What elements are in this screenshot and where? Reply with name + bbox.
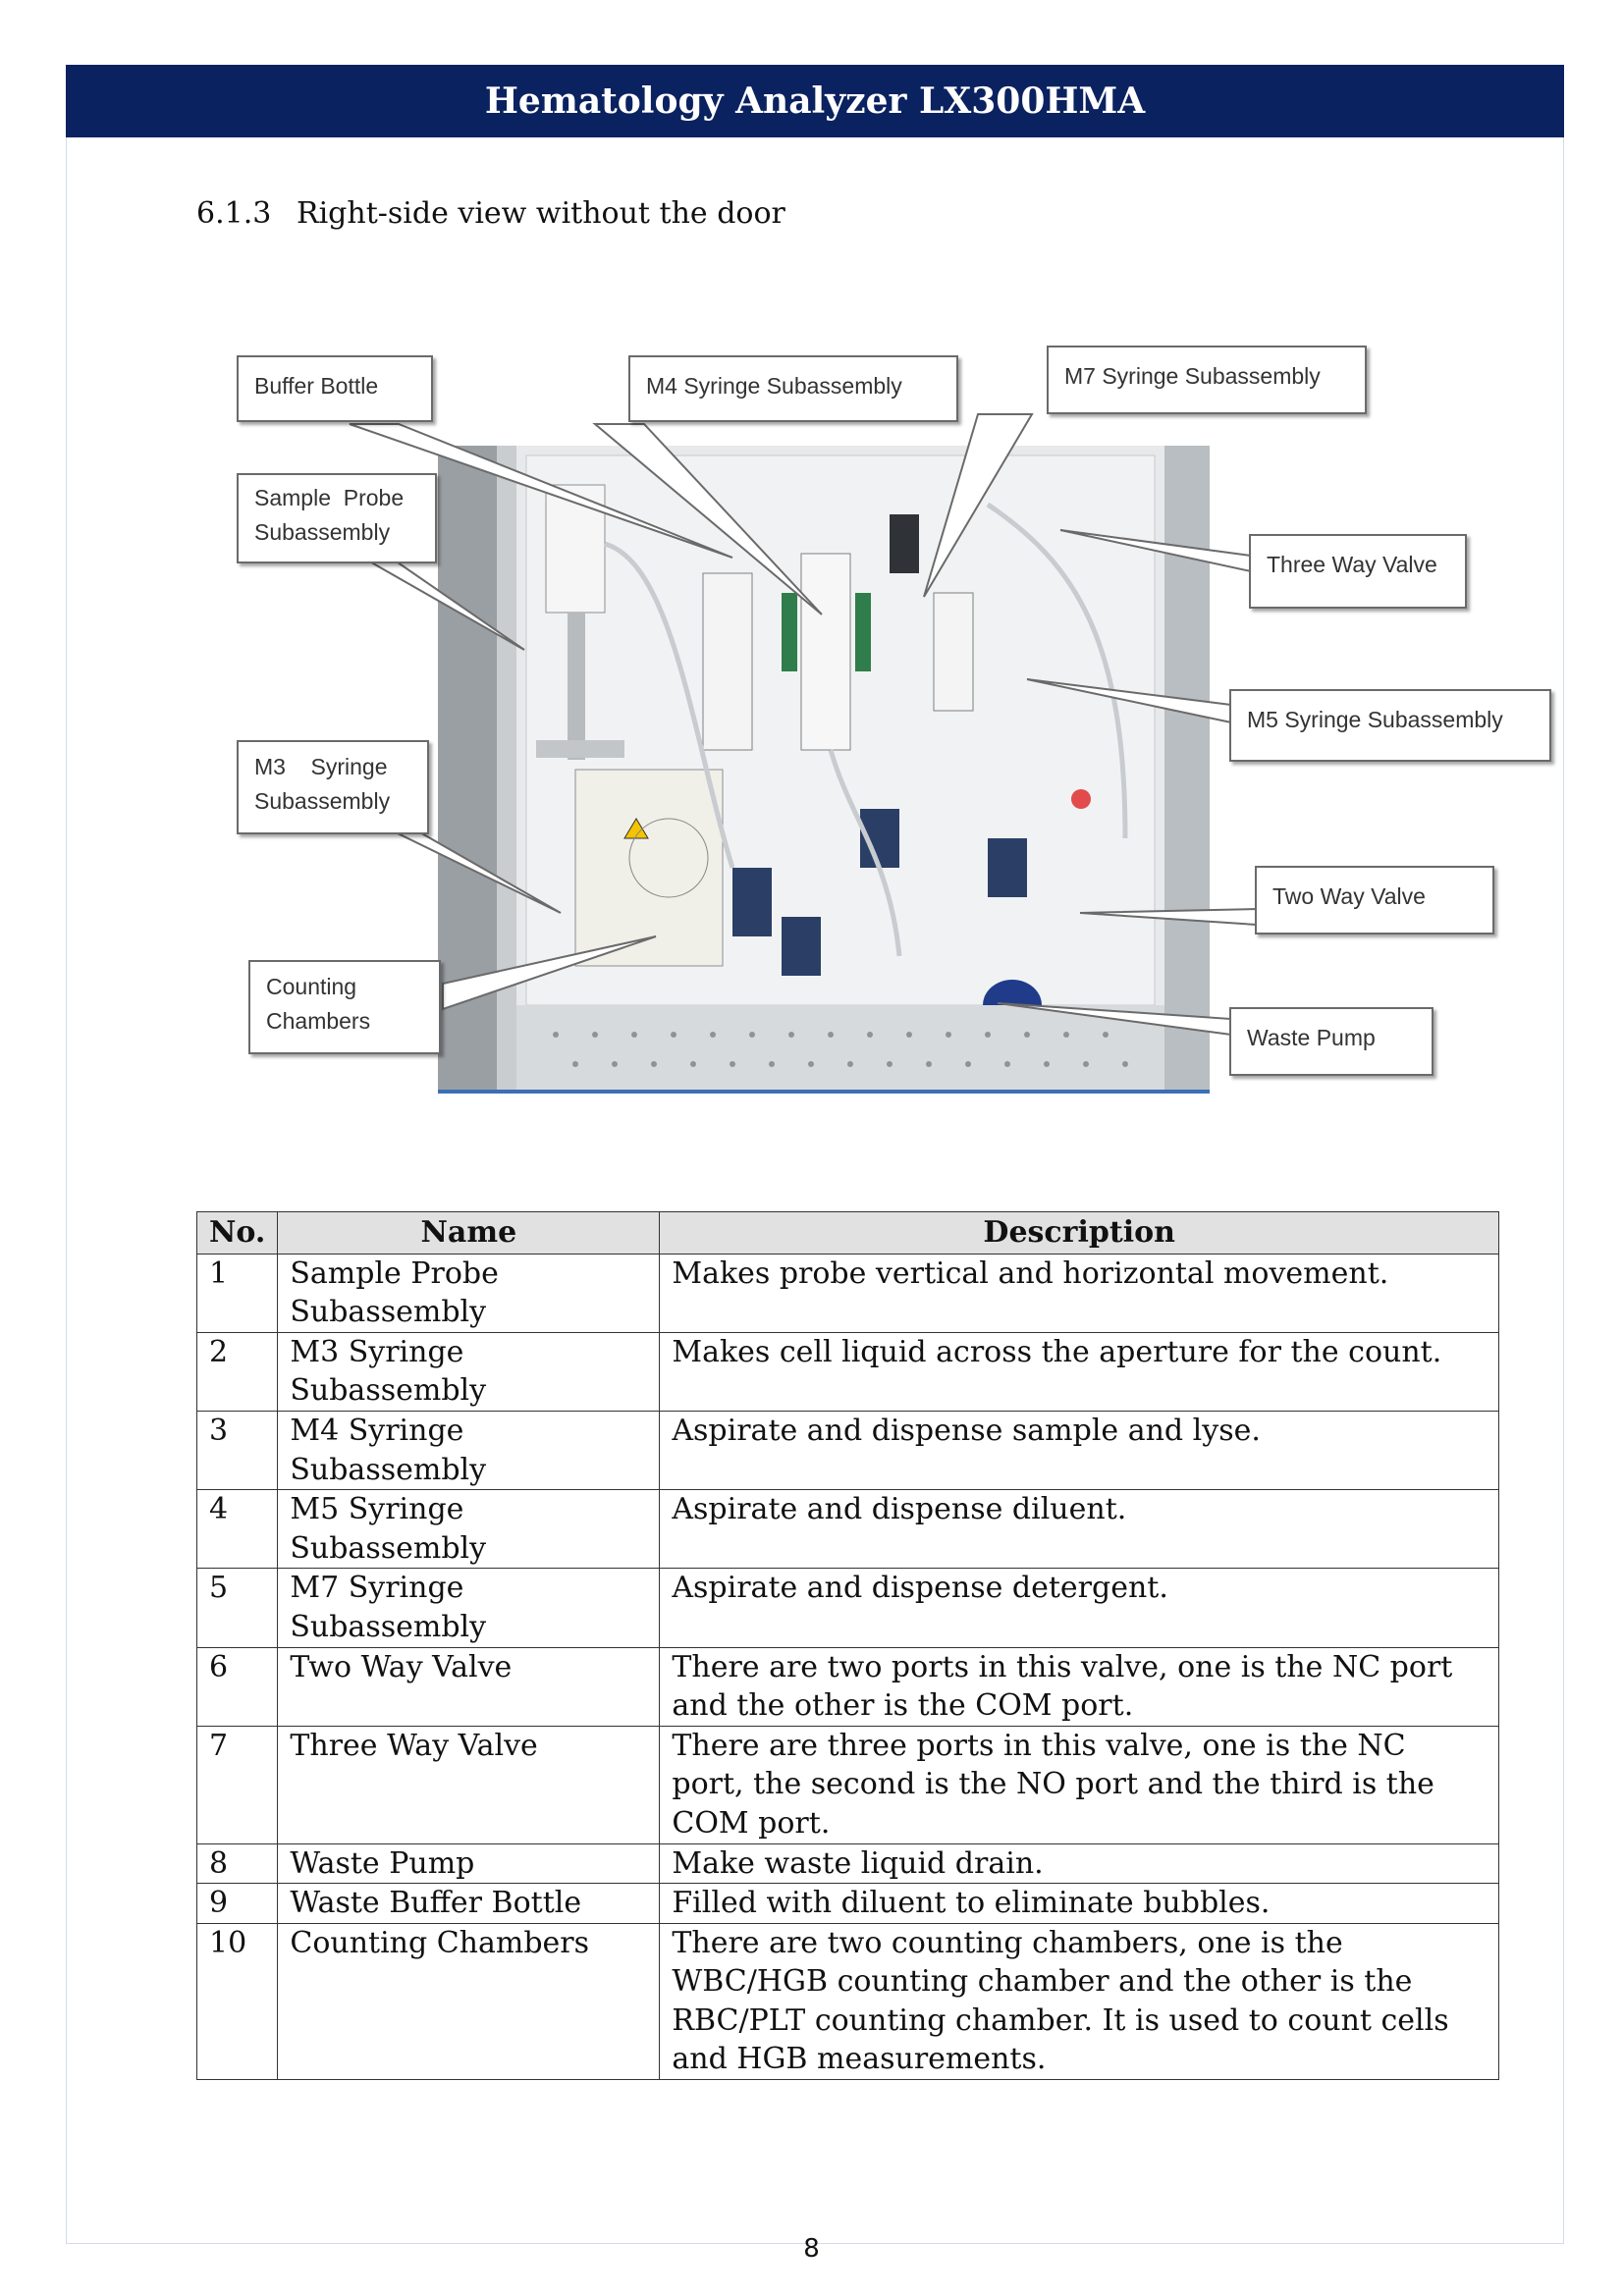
pointer-two-way-valve bbox=[1080, 909, 1257, 925]
analyzer-figure bbox=[232, 340, 1559, 1095]
callout-three-way-valve bbox=[1249, 534, 1467, 609]
callout-sample-probe bbox=[237, 473, 437, 563]
row-no: 8 bbox=[197, 1843, 278, 1884]
pointer-waste-pump bbox=[998, 1003, 1231, 1035]
table-row bbox=[197, 1254, 1499, 1332]
page-number: 8 bbox=[803, 2234, 820, 2264]
row-name: Two Way Valve bbox=[278, 1647, 660, 1726]
pointer-m5-syringe bbox=[1027, 679, 1231, 722]
row-description: Makes probe vertical and horizontal movement. bbox=[660, 1254, 1499, 1332]
row-name: M4 Syringe Subassembly bbox=[278, 1411, 660, 1489]
callout-counting-chambers-line1: Counting bbox=[266, 974, 357, 999]
callout-m4-syringe bbox=[628, 355, 958, 422]
header-name: Name bbox=[278, 1212, 660, 1255]
pointer-three-way-valve bbox=[1060, 530, 1251, 571]
callout-m5-syringe bbox=[1229, 689, 1551, 762]
components-table bbox=[196, 1211, 1499, 2080]
callout-two-way-valve bbox=[1255, 866, 1494, 934]
row-name: M3 Syringe Subassembly bbox=[278, 1332, 660, 1411]
callout-two-way-valve-label: Two Way Valve bbox=[1272, 883, 1426, 909]
row-description: There are three ports in this valve, one is the NC port, the second is the NO port and the third is the COM port. bbox=[660, 1726, 1499, 1843]
row-description: There are two counting chambers, one is the WBC/HGB counting chamber and the other is the RBC/PLT counting chamber. It is used to count cells and HGB measurements. bbox=[660, 1923, 1499, 2079]
section-title: Right-side view without the door bbox=[297, 196, 785, 231]
row-name: Waste Buffer Bottle bbox=[278, 1884, 660, 1924]
row-description: There are two ports in this valve, one is the NC port and the other is the COM port. bbox=[660, 1647, 1499, 1726]
callout-waste-pump bbox=[1229, 1007, 1434, 1076]
table-header-row bbox=[197, 1212, 1499, 1255]
header-description: Description bbox=[660, 1212, 1499, 1255]
callout-m7-syringe bbox=[1047, 346, 1367, 414]
row-name: M5 Syringe Subassembly bbox=[278, 1490, 660, 1569]
callout-m7-syringe-label: M7 Syringe Subassembly bbox=[1064, 363, 1321, 389]
row-no: 5 bbox=[197, 1569, 278, 1647]
callout-m4-syringe-label: M4 Syringe Subassembly bbox=[646, 373, 902, 399]
callout-buffer-bottle-label: Buffer Bottle bbox=[254, 373, 379, 399]
row-no: 7 bbox=[197, 1726, 278, 1843]
pointer-counting-chambers bbox=[443, 936, 656, 1009]
row-name: Sample Probe Subassembly bbox=[278, 1254, 660, 1332]
callout-m5-syringe-label: M5 Syringe Subassembly bbox=[1247, 707, 1503, 732]
row-no: 4 bbox=[197, 1490, 278, 1569]
row-description: Makes cell liquid across the aperture for the count. bbox=[660, 1332, 1499, 1411]
table-row bbox=[197, 1332, 1499, 1411]
row-no: 6 bbox=[197, 1647, 278, 1726]
callout-sample-probe-line2: Subassembly bbox=[254, 518, 391, 545]
table-row bbox=[197, 1490, 1499, 1569]
table-row bbox=[197, 1411, 1499, 1489]
row-description: Aspirate and dispense sample and lyse. bbox=[660, 1411, 1499, 1489]
callout-waste-pump-label: Waste Pump bbox=[1247, 1025, 1376, 1050]
row-description: Aspirate and dispense diluent. bbox=[660, 1490, 1499, 1569]
callout-sample-probe-line1: Sample Probe bbox=[254, 485, 405, 510]
callout-m3-syringe-line1: M3 Syringe bbox=[254, 754, 388, 779]
section-heading bbox=[196, 196, 785, 231]
row-name: Counting Chambers bbox=[278, 1923, 660, 2079]
section-number: 6.1.3 bbox=[196, 196, 272, 231]
row-name: M7 Syringe Subassembly bbox=[278, 1569, 660, 1647]
callout-buffer-bottle bbox=[237, 355, 433, 422]
pointer-m7-syringe bbox=[924, 414, 1032, 597]
row-description: Make waste liquid drain. bbox=[660, 1843, 1499, 1884]
table-row bbox=[197, 1726, 1499, 1843]
row-description: Aspirate and dispense detergent. bbox=[660, 1569, 1499, 1647]
callout-m3-syringe-line2: Subassembly bbox=[254, 787, 391, 814]
row-description: Filled with diluent to eliminate bubbles. bbox=[660, 1884, 1499, 1924]
row-no: 1 bbox=[197, 1254, 278, 1332]
document-title: Hematology Analyzer LX300HMA bbox=[484, 80, 1146, 122]
table-row bbox=[197, 1569, 1499, 1647]
table-row bbox=[197, 1923, 1499, 2079]
table-row bbox=[197, 1647, 1499, 1726]
row-no: 3 bbox=[197, 1411, 278, 1489]
table-row bbox=[197, 1843, 1499, 1884]
row-name: Waste Pump bbox=[278, 1843, 660, 1884]
row-name: Three Way Valve bbox=[278, 1726, 660, 1843]
document-header bbox=[66, 65, 1564, 137]
row-no: 9 bbox=[197, 1884, 278, 1924]
callout-counting-chambers bbox=[248, 960, 441, 1054]
row-no: 10 bbox=[197, 1923, 278, 2079]
callout-three-way-valve-label: Three Way Valve bbox=[1267, 552, 1437, 577]
callout-m3-syringe bbox=[237, 740, 429, 834]
table-row bbox=[197, 1884, 1499, 1924]
callout-counting-chambers-line2: Chambers bbox=[266, 1007, 371, 1034]
row-no: 2 bbox=[197, 1332, 278, 1411]
header-no: No. bbox=[197, 1212, 278, 1255]
